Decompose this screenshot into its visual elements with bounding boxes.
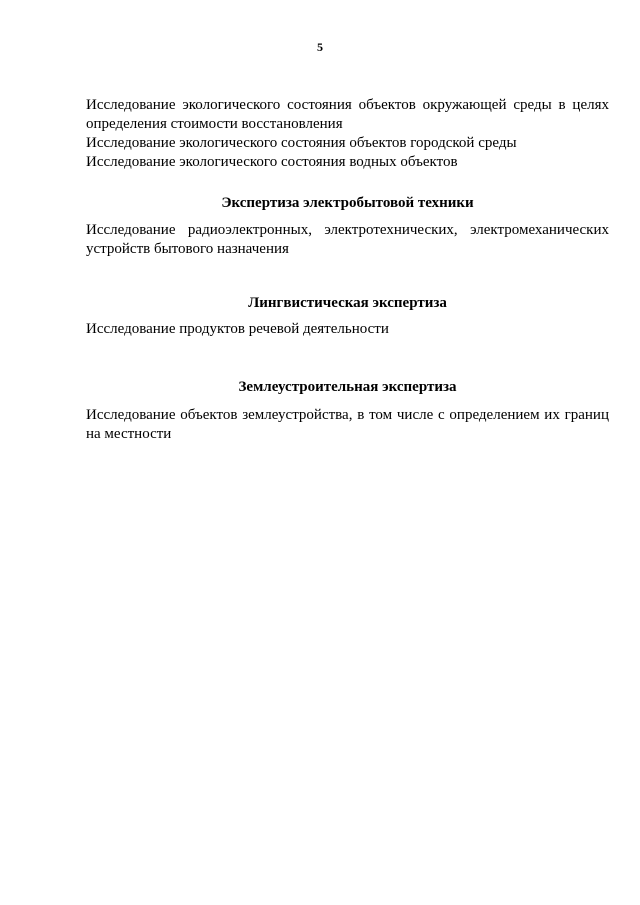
land-section (86, 406, 609, 444)
electro-heading: Экспертиза электробытовой техники (221, 195, 474, 211)
page-number: 5 (317, 40, 323, 54)
land-item: Исследование объектов землеустройства, в том числе с определением их границ на местности (86, 407, 609, 442)
ecology-item: Исследование экологического состояния объектов городской среды (86, 135, 517, 151)
linguistic-section (86, 320, 609, 339)
ecology-section (86, 96, 609, 172)
ecology-item: Исследование экологического состояния водных объектов (86, 154, 458, 170)
land-heading: Землеустроительная экспертиза (238, 379, 457, 395)
electro-item: Исследование радиоэлектронных, электротехнических, электромеханических устройств бытового назначения (86, 222, 609, 257)
electro-section (86, 221, 609, 259)
linguistic-heading: Лингвистическая экспертиза (248, 295, 447, 311)
ecology-item: Исследование экологического состояния объектов окружающей среды в целях определения стоимости восстановления (86, 97, 609, 132)
linguistic-item: Исследование продуктов речевой деятельности (86, 321, 389, 337)
